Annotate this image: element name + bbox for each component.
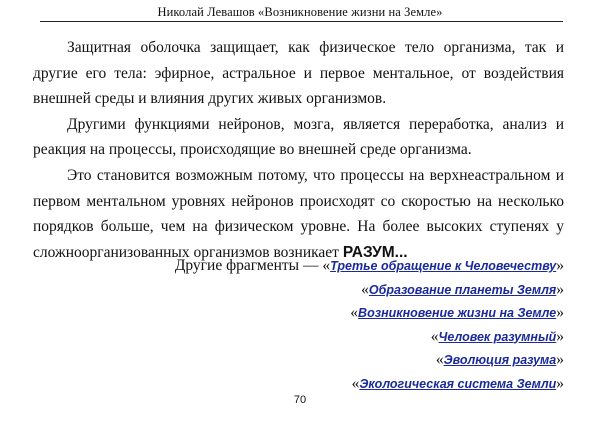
paragraph-3-emphasis: РАЗУМ... [342, 243, 408, 261]
fragment-row-1 [144, 254, 564, 278]
paragraph-3 [33, 163, 564, 265]
fragment-link-homo-sapiens[interactable]: Человек разумный [438, 329, 557, 344]
running-header-title: Николай Левашов «Возникновение жизни на Земле» [157, 5, 443, 19]
close-quote: » [556, 304, 564, 321]
close-quote: » [556, 257, 564, 274]
fragment-link-origin-of-life[interactable]: Возникновение жизни на Земле [358, 306, 557, 320]
close-quote: » [556, 327, 564, 345]
fragment-row-3 [144, 301, 564, 325]
body-text [33, 35, 564, 265]
fragment-link-planet-formation[interactable]: Образование планеты Земля [368, 282, 557, 297]
paragraph-2: Другими функциями нейронов, мозга, является переработка, анализ и реакция на процессы, происходящие во внешней среде организма. [33, 115, 564, 159]
open-quote: « [430, 327, 439, 345]
fragment-row-2 [144, 278, 564, 302]
other-fragments-list [144, 254, 564, 395]
page-number: 70 [293, 394, 307, 406]
fragment-row-5 [144, 348, 564, 372]
fragment-row-6 [144, 372, 564, 396]
header-divider [40, 21, 563, 22]
open-quote: « [361, 280, 369, 298]
close-quote: » [556, 351, 564, 368]
fragment-link-ecosystem[interactable]: Экологическая система Земли [359, 376, 557, 391]
paragraph-3-text: Это становится возможным потому, что процессы на верхнеастральном и первом ментальном уровнях нейронов происходят со скоростью на несколько порядков больше, чем на физическом уровне. На более высоких ступенях у сложноорганизованных организмов возникает [33, 166, 564, 261]
fragments-intro: Другие фрагменты — [174, 257, 323, 274]
close-quote: » [556, 280, 564, 298]
fragment-row-4 [144, 325, 564, 349]
fragment-link-third-appeal[interactable]: Третье обращение к Человечеству [330, 259, 557, 273]
paragraph-1: Защитная оболочка защищает, как физическое тело организма, так и другие его тела: эфирное, астральное и первое ментальное, от воздействия внешней среды и влияния других живых организмов. [33, 39, 564, 108]
open-quote: « [351, 374, 360, 392]
open-quote: « [350, 304, 359, 321]
open-quote: « [322, 257, 331, 274]
open-quote: « [435, 351, 444, 368]
fragment-link-evolution-of-mind[interactable]: Эволюция разума [443, 353, 557, 367]
close-quote: » [556, 374, 564, 392]
